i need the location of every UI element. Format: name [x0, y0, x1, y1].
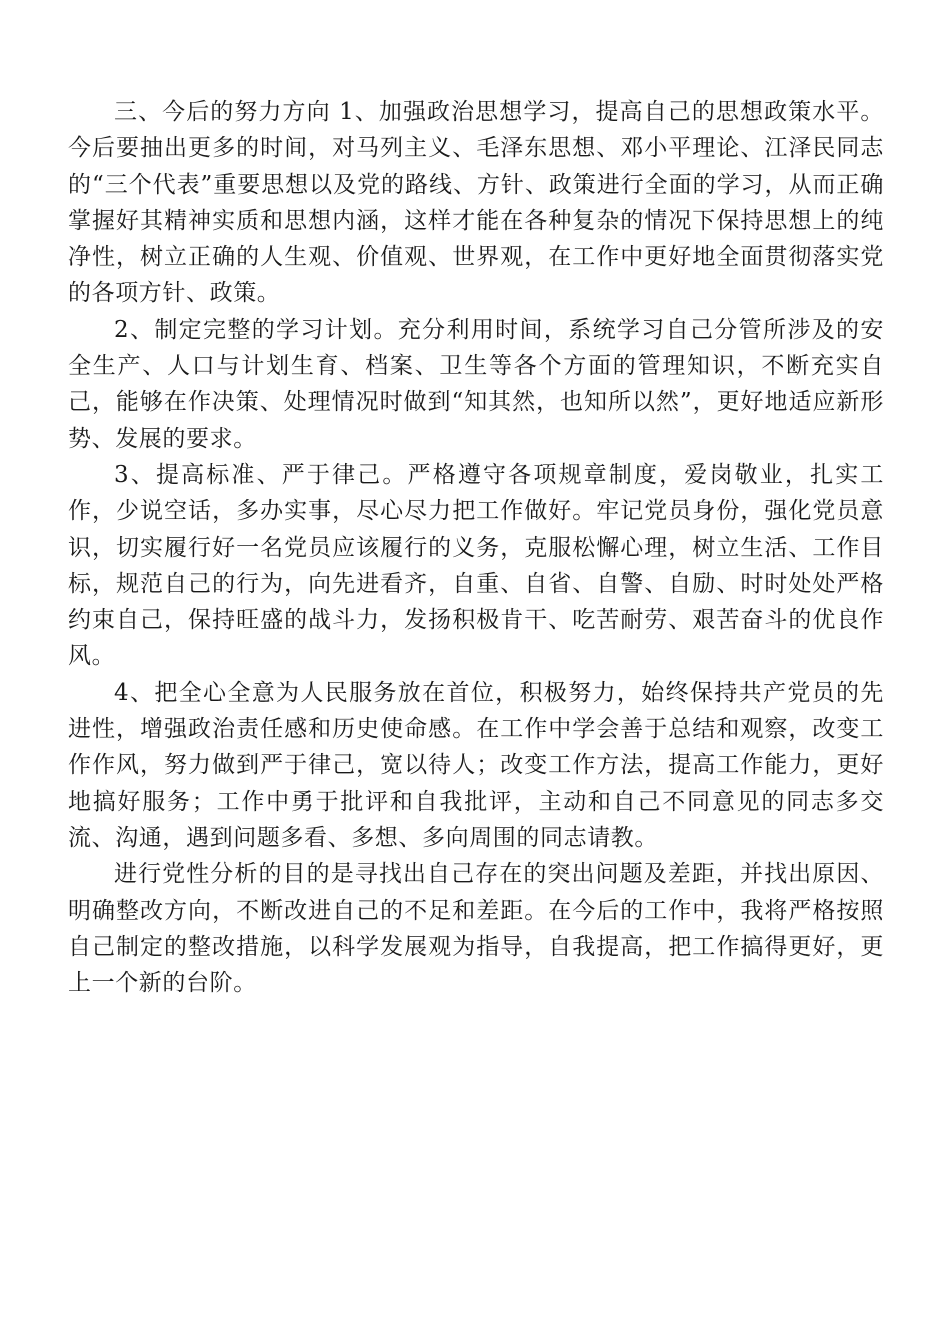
paragraph-serve-people: 4、把全心全意为人民服务放在首位，积极努力，始终保持共产党员的先进性，增强政治责任感和历史使命感。在工作中学会善于总结和观察，改变工作作风，努力做到严于律己，宽以待人；改变工作方法，提高工作能力，更好地搞好服务；工作中勇于批评和自我批评，主动和自己不同意见的同志多交流、沟通，遇到问题多看、多想、多向周围的同志请教。	[68, 679, 884, 851]
paragraph-standards: 3、提高标准、严于律己。严格遵守各项规章制度，爱岗敬业，扎实工作，少说空话，多办实事，尽心尽力把工作做好。牢记党员身份，强化党员意识，切实履行好一名党员应该履行的义务，克服松懈心理，树立生活、工作目标，规范自己的行为，向先进看齐，自重、自省、自警、自励、时时处处严格约束自己，保持旺盛的战斗力，发扬积极肯干、吃苦耐劳、艰苦奋斗的优良作风。	[68, 461, 884, 670]
document-body	[68, 94, 884, 1001]
paragraph-study-plan: 2、制定完整的学习计划。充分利用时间，系统学习自己分管所涉及的安全生产、人口与计划生育、档案、卫生等各个方面的管理知识，不断充实自己，能够在作决策、处理情况时做到“知其然，也知所以然”，更好地适应新形势、发展的要求。	[68, 316, 884, 452]
paragraph-future-direction: 三、今后的努力方向 1、加强政治思想学习，提高自己的思想政策水平。今后要抽出更多的时间，对马列主义、毛泽东思想、邓小平理论、江泽民同志的“三个代表”重要思想以及党的路线、方针、政策进行全面的学习，从而正确掌握好其精神实质和思想内涵，这样才能在各种复杂的情况下保持思想上的纯净性，树立正确的人生观、价值观、世界观，在工作中更好地全面贯彻落实党的各项方针、政策。	[68, 99, 884, 307]
paragraph-conclusion: 进行党性分析的目的是寻找出自己存在的突出问题及差距，并找出原因、明确整改方向，不断改进自己的不足和差距。在今后的工作中，我将严格按照自己制定的整改措施，以科学发展观为指导，自我提高，把工作搞得更好，更上一个新的台阶。	[68, 861, 884, 997]
